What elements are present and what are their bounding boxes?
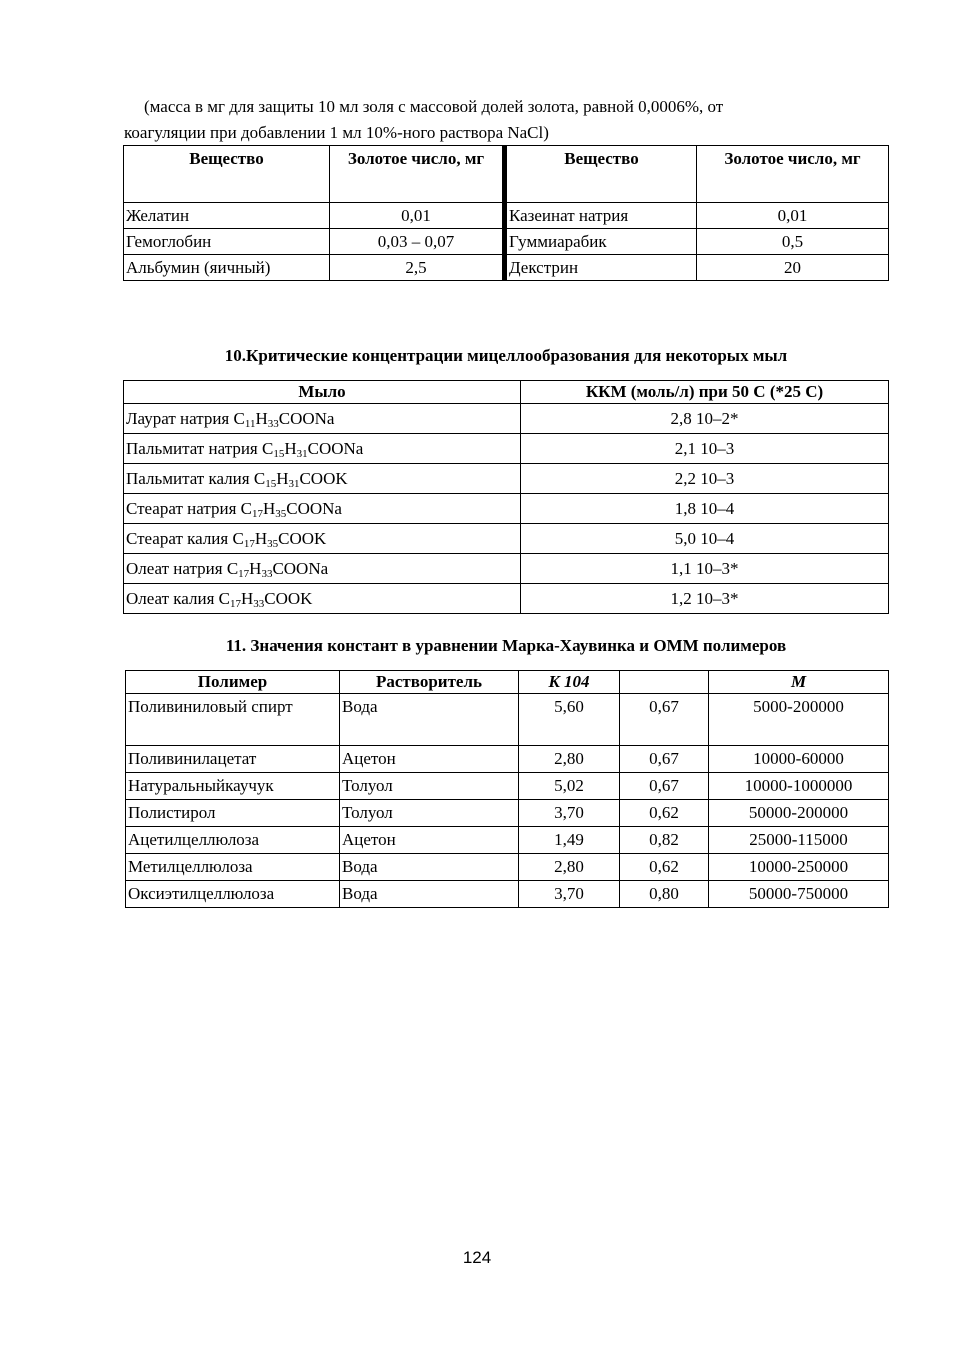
formula-subscript: 33 bbox=[253, 598, 265, 610]
formula-part: C bbox=[233, 409, 245, 428]
k-value-cell: 2,80 bbox=[519, 854, 620, 881]
cmc-value-cell: 5,0 10–4 bbox=[521, 524, 889, 554]
soap-name: Пальмитат калия bbox=[126, 469, 250, 488]
intro-line-1: (масса в мг для защиты 10 мл золя с массовой долей золота, равной 0,0006%, от bbox=[144, 97, 724, 116]
substance-cell: Декстрин bbox=[505, 255, 697, 281]
formula-subscript: 31 bbox=[288, 478, 300, 490]
polymer-cell: Поливиниловый спирт bbox=[126, 694, 340, 746]
table-row bbox=[124, 255, 889, 281]
table-row bbox=[124, 404, 889, 434]
table-row bbox=[126, 827, 889, 854]
cmc-value-cell: 1,1 10–3* bbox=[521, 554, 889, 584]
polymer-cell: Метилцеллюлоза bbox=[126, 854, 340, 881]
formula-subscript: 31 bbox=[296, 448, 308, 460]
column-header: Вещество bbox=[124, 146, 330, 203]
formula-part: H bbox=[255, 409, 268, 428]
formula-part: H bbox=[249, 559, 262, 578]
cmc-value-cell: 1,2 10–3* bbox=[521, 584, 889, 614]
alpha-value-cell: 0,67 bbox=[620, 694, 709, 746]
solvent-cell: Толуол bbox=[340, 773, 519, 800]
molar-mass-cell: 50000-750000 bbox=[709, 881, 889, 908]
gold-number-cell: 0,5 bbox=[697, 229, 889, 255]
soap-name: Олеат калия bbox=[126, 589, 215, 608]
soap-formula bbox=[227, 559, 328, 578]
k-value-cell: 3,70 bbox=[519, 881, 620, 908]
formula-part: H bbox=[241, 589, 254, 608]
solvent-cell: Вода bbox=[340, 694, 519, 746]
column-header: Золотое число, мг bbox=[697, 146, 889, 203]
substance-cell: Гуммиарабик bbox=[505, 229, 697, 255]
alpha-value-cell: 0,82 bbox=[620, 827, 709, 854]
substance-cell: Желатин bbox=[124, 203, 330, 229]
k-value-cell: 1,49 bbox=[519, 827, 620, 854]
soap-name: Стеарат калия bbox=[126, 529, 229, 548]
solvent-cell: Ацетон bbox=[340, 746, 519, 773]
solvent-cell: Вода bbox=[340, 881, 519, 908]
formula-part: C bbox=[226, 559, 239, 578]
page-number: 124 bbox=[462, 1248, 492, 1267]
table-row bbox=[124, 524, 889, 554]
molar-mass-cell: 25000-115000 bbox=[709, 827, 889, 854]
column-header: Золотое число, мг bbox=[330, 146, 505, 203]
soap-name: Лаурат натрия bbox=[126, 409, 230, 428]
cmc-value-cell: 2,1 10–3 bbox=[521, 434, 889, 464]
alpha-value-cell: 0,67 bbox=[620, 746, 709, 773]
formula-subscript: 33 bbox=[267, 418, 279, 430]
soap-formula bbox=[234, 409, 335, 428]
formula-subscript: 35 bbox=[275, 508, 287, 520]
soap-name-cell bbox=[124, 404, 521, 434]
soap-name: Стеарат натрия bbox=[126, 499, 237, 518]
cmc-table bbox=[123, 380, 889, 614]
formula-part: COOK bbox=[264, 589, 313, 608]
soap-formula bbox=[254, 469, 348, 488]
formula-subscript: 17 bbox=[230, 598, 241, 610]
soap-name-cell bbox=[124, 434, 521, 464]
solvent-cell: Толуол bbox=[340, 800, 519, 827]
polymer-cell: Поливинилацетат bbox=[126, 746, 340, 773]
section-10-title: 10.Критические концентрации мицеллообразования для некоторых мыл bbox=[224, 346, 788, 365]
formula-part: COONa bbox=[272, 559, 329, 578]
alpha-value-cell: 0,62 bbox=[620, 800, 709, 827]
table-row bbox=[126, 746, 889, 773]
cmc-value-cell: 2,8 10–2* bbox=[521, 404, 889, 434]
solvent-cell: Вода bbox=[340, 854, 519, 881]
substance-cell: Гемоглобин bbox=[124, 229, 330, 255]
k-value-cell: 2,80 bbox=[519, 746, 620, 773]
substance-cell: Казеинат натрия bbox=[505, 203, 697, 229]
column-header: Растворитель bbox=[340, 671, 519, 694]
soap-name-cell bbox=[124, 584, 521, 614]
cmc-value-cell: 2,2 10–3 bbox=[521, 464, 889, 494]
column-header: Вещество bbox=[505, 146, 697, 203]
formula-subscript: 35 bbox=[267, 538, 279, 550]
alpha-value-cell: 0,67 bbox=[620, 773, 709, 800]
table-row bbox=[124, 584, 889, 614]
column-header: M bbox=[709, 671, 889, 694]
soap-formula bbox=[219, 589, 313, 608]
table-row bbox=[126, 773, 889, 800]
k-value-cell: 3,70 bbox=[519, 800, 620, 827]
formula-part: COOK bbox=[299, 469, 348, 488]
formula-part: H bbox=[262, 499, 276, 518]
soap-name: Олеат натрия bbox=[126, 559, 223, 578]
table-row bbox=[124, 554, 889, 584]
cmc-value-cell: 1,8 10–4 bbox=[521, 494, 889, 524]
soap-name-cell bbox=[124, 554, 521, 584]
mark-houwink-table bbox=[125, 670, 889, 908]
polymer-cell: Натуральныйкаучук bbox=[126, 773, 340, 800]
soap-formula bbox=[241, 499, 342, 518]
intro-line-2: коагуляции при добавлении 1 мл 10%-ного раствора NaCl) bbox=[124, 123, 549, 142]
formula-part: C bbox=[232, 529, 244, 548]
formula-part: C bbox=[240, 499, 252, 518]
molar-mass-cell: 5000-200000 bbox=[709, 694, 889, 746]
formula-part: COONa bbox=[286, 499, 342, 518]
formula-part: C bbox=[262, 439, 274, 458]
column-header bbox=[620, 671, 709, 694]
soap-formula bbox=[232, 529, 326, 548]
molar-mass-cell: 10000-1000000 bbox=[709, 773, 889, 800]
table-row bbox=[124, 464, 889, 494]
intro-caption bbox=[124, 94, 888, 146]
table-row bbox=[126, 694, 889, 746]
soap-name: Пальмитат натрия bbox=[126, 439, 258, 458]
formula-part: COONa bbox=[278, 409, 335, 428]
formula-subscript: 17 bbox=[238, 568, 250, 580]
table-row bbox=[124, 229, 889, 255]
formula-part: H bbox=[254, 529, 268, 548]
k-value-cell: 5,60 bbox=[519, 694, 620, 746]
formula-part: COOK bbox=[278, 529, 327, 548]
polymer-cell: Оксиэтилцеллюлоза bbox=[126, 881, 340, 908]
gold-number-cell: 2,5 bbox=[330, 255, 505, 281]
formula-subscript: 33 bbox=[261, 568, 273, 580]
table-row bbox=[126, 800, 889, 827]
alpha-value-cell: 0,80 bbox=[620, 881, 709, 908]
gold-number-cell: 0,03 – 0,07 bbox=[330, 229, 505, 255]
molar-mass-cell: 10000-250000 bbox=[709, 854, 889, 881]
cmc-table-body bbox=[124, 404, 889, 614]
formula-subscript: 15 bbox=[265, 478, 277, 490]
table-row bbox=[124, 494, 889, 524]
soap-formula bbox=[262, 439, 363, 458]
gold-number-cell: 0,01 bbox=[697, 203, 889, 229]
table-row bbox=[126, 854, 889, 881]
column-header: K 104 bbox=[519, 671, 620, 694]
formula-subscript: 17 bbox=[251, 508, 263, 520]
formula-part: COONa bbox=[307, 439, 364, 458]
table-row bbox=[124, 434, 889, 464]
table-row bbox=[124, 203, 889, 229]
soap-name-cell bbox=[124, 524, 521, 554]
gold-number-cell: 20 bbox=[697, 255, 889, 281]
formula-part: H bbox=[276, 469, 289, 488]
section-11-title: 11. Значения констант в уравнении Марка-Хаувинка и ОММ полимеров bbox=[225, 636, 787, 655]
column-header: Мыло bbox=[124, 381, 521, 404]
formula-part: H bbox=[284, 439, 297, 458]
gold-number-table bbox=[123, 145, 889, 281]
polymer-cell: Ацетилцеллюлоза bbox=[126, 827, 340, 854]
formula-subscript: 17 bbox=[243, 538, 255, 550]
k-value-cell: 5,02 bbox=[519, 773, 620, 800]
formula-subscript: 15 bbox=[273, 448, 285, 460]
soap-name-cell bbox=[124, 464, 521, 494]
polymer-cell: Полистирол bbox=[126, 800, 340, 827]
solvent-cell: Ацетон bbox=[340, 827, 519, 854]
formula-part: C bbox=[253, 469, 266, 488]
gold-number-cell: 0,01 bbox=[330, 203, 505, 229]
column-header: ККМ (моль/л) при 50 С (*25 С) bbox=[521, 381, 889, 404]
table-row bbox=[126, 881, 889, 908]
formula-part: C bbox=[218, 589, 230, 608]
alpha-value-cell: 0,62 bbox=[620, 854, 709, 881]
column-header: Полимер bbox=[126, 671, 340, 694]
molar-mass-cell: 50000-200000 bbox=[709, 800, 889, 827]
molar-mass-cell: 10000-60000 bbox=[709, 746, 889, 773]
soap-name-cell bbox=[124, 494, 521, 524]
substance-cell: Альбумин (яичный) bbox=[124, 255, 330, 281]
mark-houwink-table-body bbox=[126, 694, 889, 908]
formula-subscript: 11 bbox=[244, 418, 256, 430]
